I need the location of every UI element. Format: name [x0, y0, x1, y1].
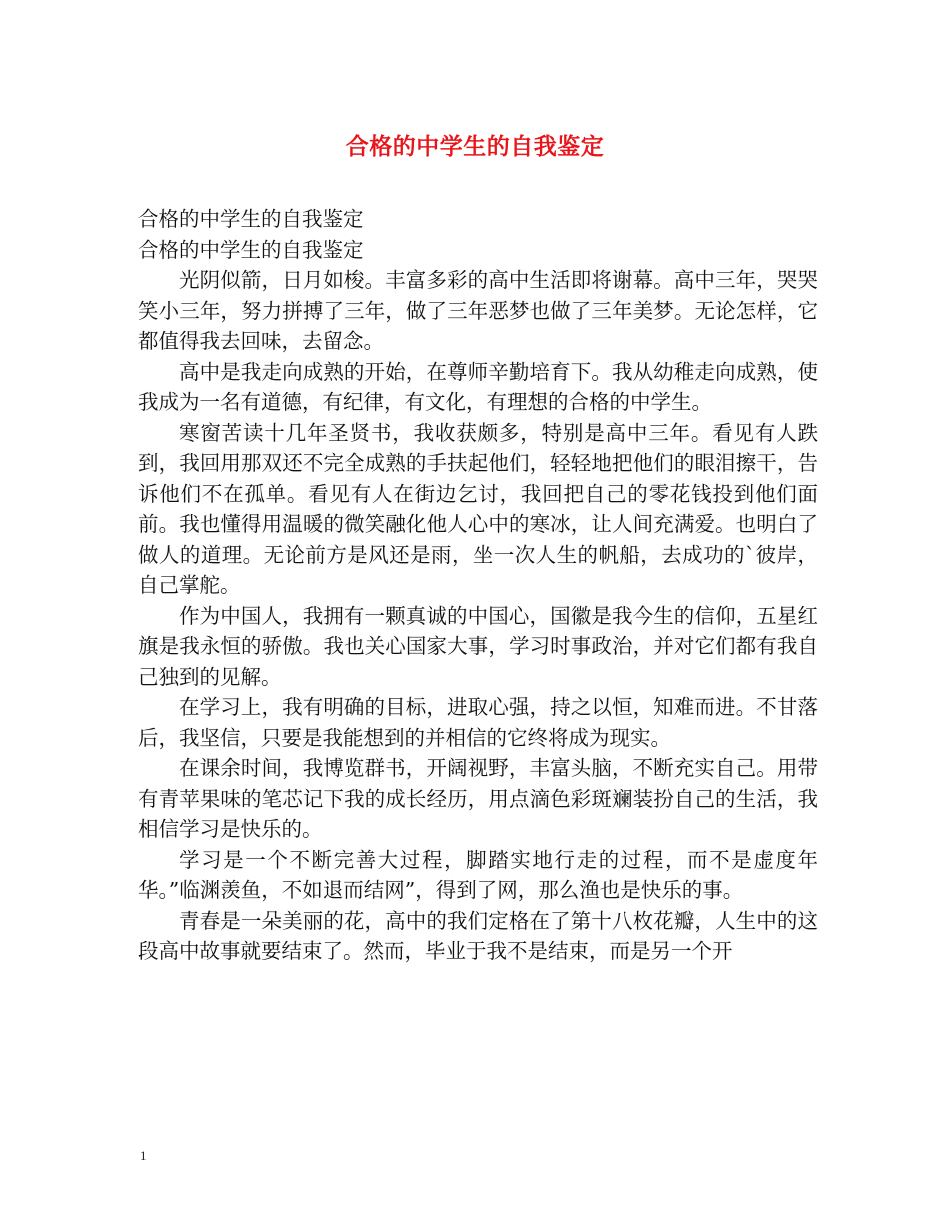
document-title: 合格的中学生的自我鉴定	[345, 134, 605, 160]
document-body	[138, 204, 818, 967]
paragraph: 高中是我走向成熟的开始，在尊师辛勤培育下。我从幼稚走向成熟，使我成为一名有道德，有纪律，有文化，有理想的合格的中学生。	[138, 359, 818, 414]
paragraph: 学习是一个不断完善大过程，脚踏实地行走的过程，而不是虚度年华。”临渊羡鱼，不如退而结网”，得到了网，那么渔也是快乐的事。	[138, 847, 818, 902]
subtitle-line: 合格的中学生的自我鉴定	[138, 237, 364, 262]
paragraph: 青春是一朵美丽的花，高中的我们定格在了第十八枚花瓣，人生中的这段高中故事就要结束了。然而，毕业于我不是结束，而是另一个开	[138, 908, 818, 963]
paragraph: 作为中国人，我拥有一颗真诚的中国心，国徽是我今生的信仰，五星红旗是我永恒的骄傲。我也关心国家大事，学习时事政治，并对它们都有我自己独到的见解。	[138, 603, 818, 689]
paragraph: 在课余时间，我博览群书，开阔视野，丰富头脑，不断充实自己。用带有青苹果味的笔芯记下我的成长经历，用点滴色彩斑斓装扮自己的生活，我相信学习是快乐的。	[138, 756, 818, 841]
paragraph: 寒窗苦读十几年圣贤书，我收获颇多，特别是高中三年。看见有人跌到，我回用那双还不完全成熟的手扶起他们，轻轻地把他们的眼泪擦干，告诉他们不在孤单。看见有人在街边乞讨，我回把自己的零花钱投到他们面前。我也懂得用温暖的微笑融化他人心中的寒冰，让人间充满爱。也明白了做人的道理。无论前方是风还是雨，坐一次人生的帆船，去成功的`彼岸，自己掌舵。	[138, 420, 818, 597]
page-number: 1	[140, 1148, 147, 1163]
subtitle-line: 合格的中学生的自我鉴定	[138, 207, 364, 231]
paragraph: 在学习上，我有明确的目标，进取心强，持之以恒，知难而进。不甘落后，我坚信，只要是我能想到的并相信的它终将成为现实。	[138, 695, 818, 750]
paragraph: 光阴似箭，日月如梭。丰富多彩的高中生活即将谢幕。高中三年，哭哭笑小三年，努力拼搏了三年，做了三年恶梦也做了三年美梦。无论怎样，它都值得我去回味，去留念。	[138, 268, 818, 353]
